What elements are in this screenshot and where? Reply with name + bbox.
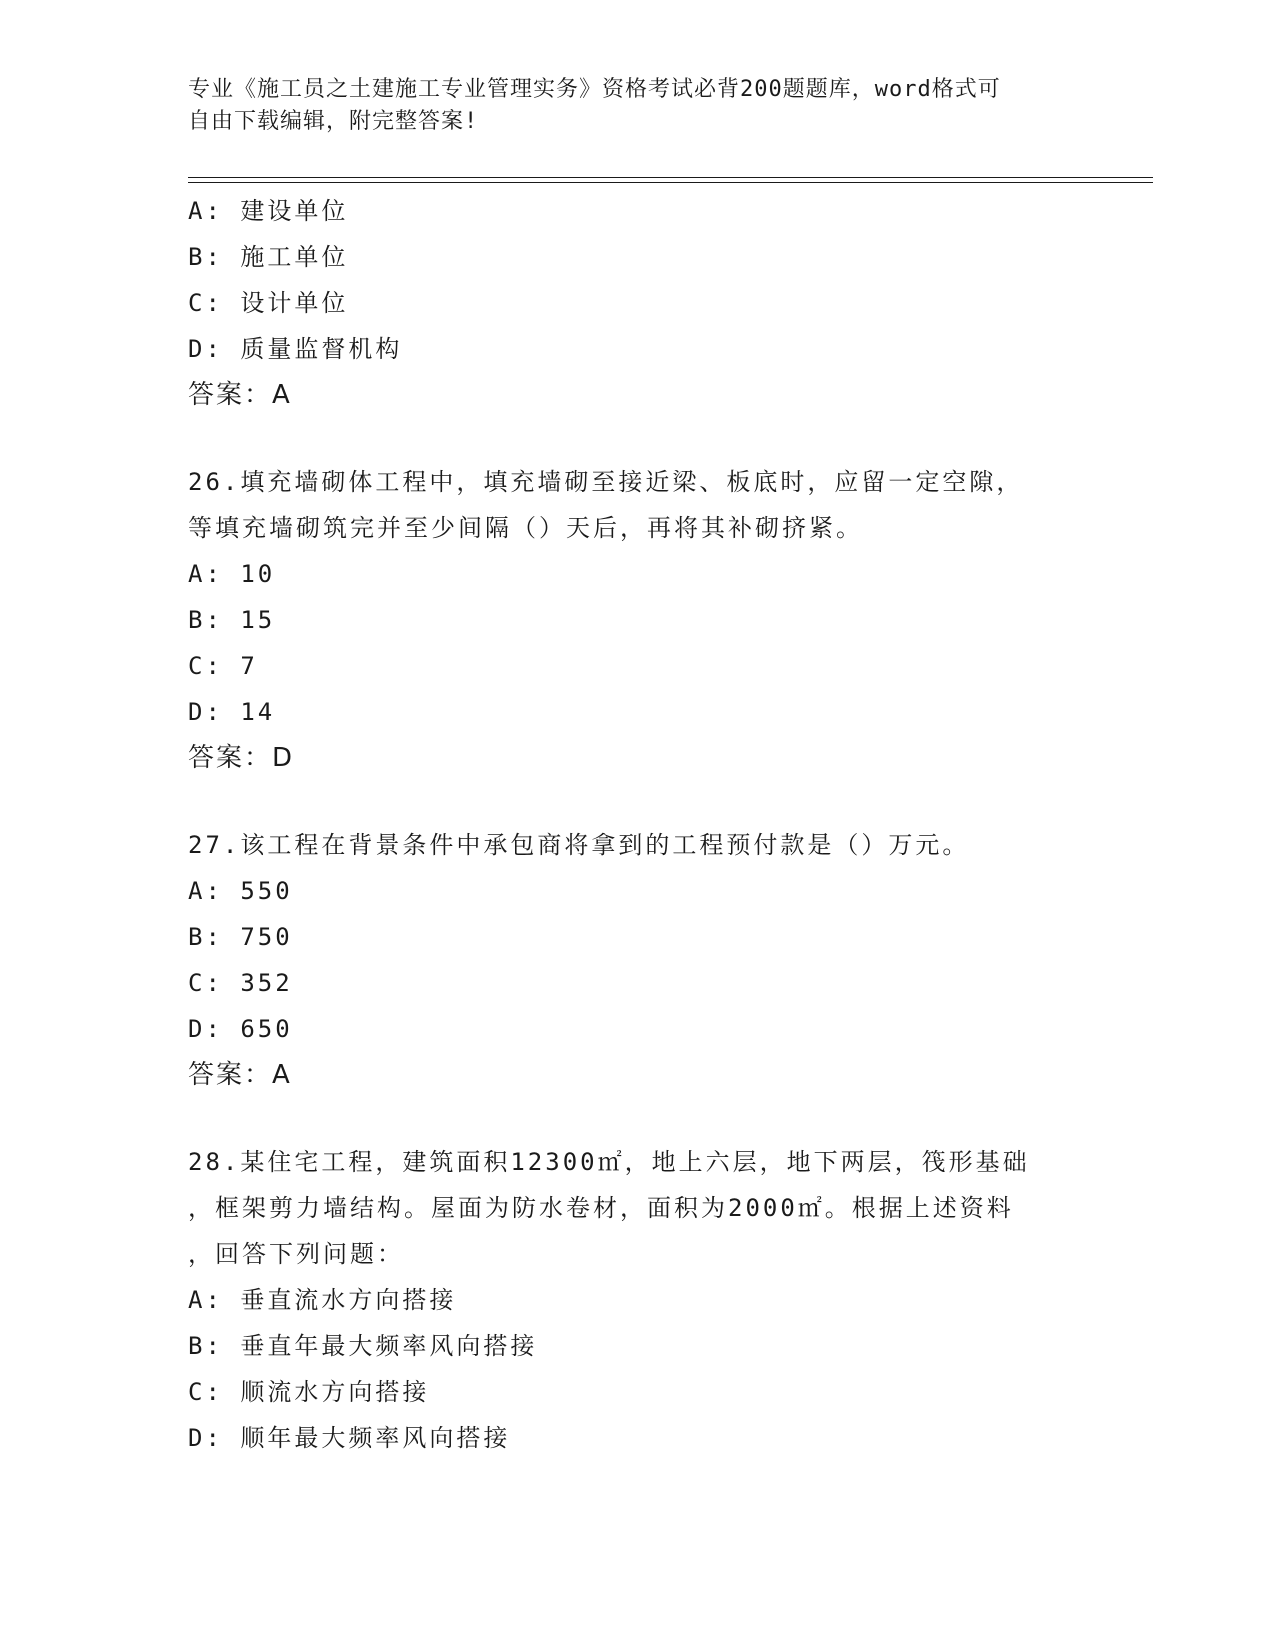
answer-line: 答案：D <box>188 743 295 773</box>
option-d: D: 顺年最大频率风向搭接 <box>188 1424 511 1452</box>
option-c: C: 7 <box>188 652 258 680</box>
document-header <box>188 74 1088 138</box>
header-divider-top <box>188 177 1153 178</box>
question-27 <box>188 822 1088 1098</box>
option-c: C: 顺流水方向搭接 <box>188 1378 430 1406</box>
option-b: B: 750 <box>188 923 293 951</box>
option-d: D: 质量监督机构 <box>188 335 403 363</box>
header-divider-bottom <box>188 182 1153 183</box>
question-26 <box>188 459 1088 781</box>
option-a: A: 10 <box>188 560 276 588</box>
option-a: A: 550 <box>188 877 293 905</box>
question-text-line-3: ，回答下列问题： <box>188 1240 404 1268</box>
question-text-line-1: 27.该工程在背景条件中承包商将拿到的工程预付款是（）万元。 <box>188 831 970 859</box>
option-a: A: 建设单位 <box>188 197 349 225</box>
answer-line: 答案：A <box>188 1060 292 1090</box>
question-text-line-1: 28.某住宅工程，建筑面积12300㎡，地上六层，地下两层，筏形基础 <box>188 1148 1030 1176</box>
question-text-line-2: 等填充墙砌筑完并至少间隔（）天后，再将其补砌挤紧。 <box>188 514 863 542</box>
header-line-1: 专业《施工员之土建施工专业管理实务》资格考试必背200题题库，word格式可 <box>188 77 1001 102</box>
question-28 <box>188 1139 1088 1461</box>
option-d: D: 650 <box>188 1015 293 1043</box>
option-c: C: 352 <box>188 969 293 997</box>
question-25 <box>188 188 1088 418</box>
option-a: A: 垂直流水方向搭接 <box>188 1286 457 1314</box>
answer-line: 答案：A <box>188 380 292 410</box>
option-d: D: 14 <box>188 698 276 726</box>
option-c: C: 设计单位 <box>188 289 349 317</box>
option-b: B: 施工单位 <box>188 243 349 271</box>
question-text-line-1: 26.填充墙砌体工程中，填充墙砌至接近梁、板底时，应留一定空隙， <box>188 468 1024 496</box>
option-b: B: 垂直年最大频率风向搭接 <box>188 1332 538 1360</box>
header-line-2: 自由下载编辑，附完整答案! <box>188 109 479 134</box>
option-b: B: 15 <box>188 606 276 634</box>
question-text-line-2: ，框架剪力墙结构。屋面为防水卷材，面积为2000㎡。根据上述资料 <box>188 1194 1014 1222</box>
